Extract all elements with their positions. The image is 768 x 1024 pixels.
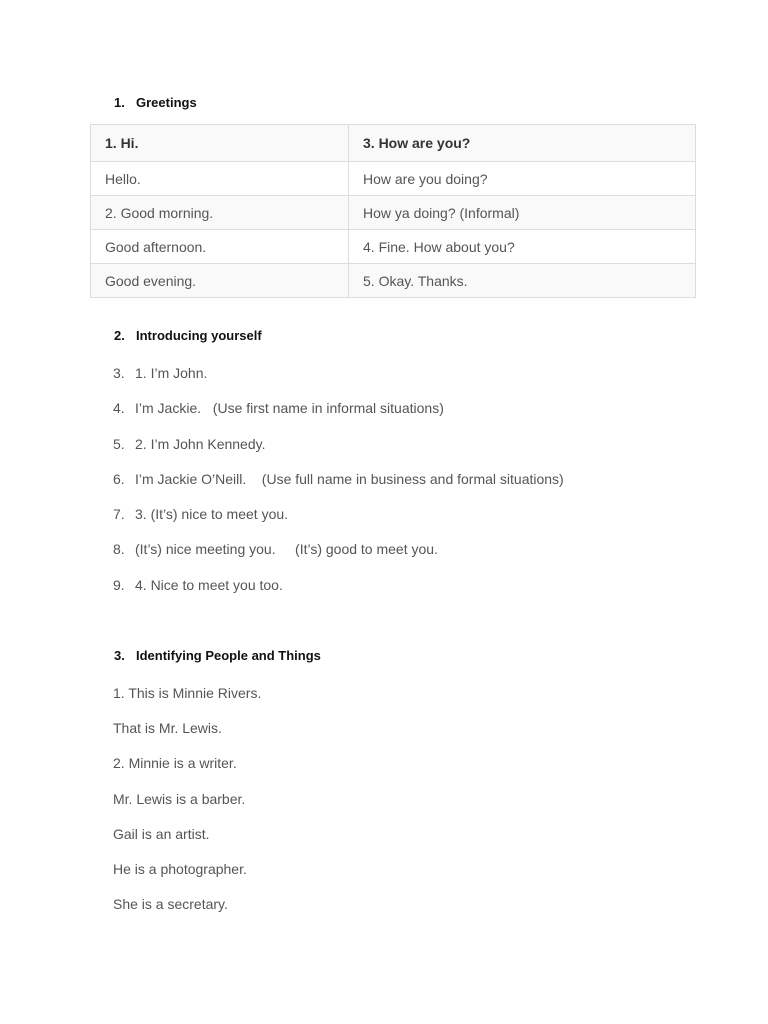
table-header-row: [91, 125, 696, 162]
list-item-text: 4. Nice to meet you too.: [135, 576, 283, 593]
list-item-text: 1. I’m John.: [135, 365, 208, 381]
table-row: [91, 230, 696, 264]
section-number: 2.: [114, 328, 125, 343]
section-number: 1.: [114, 95, 125, 110]
list-item: [113, 539, 564, 574]
table-row: [91, 162, 696, 196]
list-item: [113, 469, 564, 504]
list-item: [113, 398, 564, 433]
table-cell: 5. Okay. Thanks.: [349, 264, 696, 298]
table-cell: How ya doing? (Informal): [349, 196, 696, 230]
table-row: [91, 196, 696, 230]
list-item: She is a secretary.: [113, 896, 228, 913]
section-number: 3.: [114, 648, 125, 663]
list-item-text: I’m Jackie. (Use first name in informal situations): [135, 400, 444, 417]
section-heading-greetings: [114, 95, 197, 110]
table-row: [91, 264, 696, 298]
list-item-number: 7.: [113, 506, 125, 523]
list-item: That is Mr. Lewis.: [113, 720, 222, 737]
table-cell: Hello.: [91, 162, 349, 196]
list-item-number: 5.: [113, 435, 125, 452]
table-cell: Good evening.: [91, 264, 349, 298]
table-header-cell: 3. How are you?: [349, 125, 696, 162]
table-cell: 2. Good morning.: [91, 196, 349, 230]
section-heading-introducing: [114, 328, 262, 343]
list-item-number: 8.: [113, 541, 125, 558]
list-item: [113, 434, 564, 469]
greetings-table: [90, 124, 696, 298]
list-item-number: 3.: [113, 365, 125, 381]
list-item-text: 2. I’m John Kennedy.: [135, 435, 266, 452]
list-item: Mr. Lewis is a barber.: [113, 790, 246, 807]
list-item: He is a photographer.: [113, 860, 247, 877]
list-item-text: I’m Jackie O’Neill. (Use full name in business and formal situations): [135, 470, 564, 487]
list-item-number: 4.: [113, 400, 125, 417]
introducing-list: [113, 363, 564, 610]
table-cell: How are you doing?: [349, 162, 696, 196]
list-item: [113, 504, 564, 539]
section-title: Identifying People and Things: [136, 648, 321, 663]
table-cell: 4. Fine. How about you?: [349, 230, 696, 264]
list-item-number: 9.: [113, 576, 125, 593]
list-item: [113, 363, 564, 398]
section-title: Introducing yourself: [136, 328, 262, 343]
table-cell: Good afternoon.: [91, 230, 349, 264]
identifying-list: [113, 683, 261, 929]
list-item-number: 6.: [113, 470, 125, 487]
section-heading-identifying: [114, 648, 321, 663]
list-item-text: (It’s) nice meeting you. (It’s) good to meet you.: [135, 541, 438, 558]
list-item: [113, 575, 564, 610]
list-item: Gail is an artist.: [113, 825, 210, 842]
list-item-text: 3. (It’s) nice to meet you.: [135, 506, 289, 523]
section-title: Greetings: [136, 95, 197, 110]
table-header-cell: 1. Hi.: [91, 125, 349, 162]
list-item: 2. Minnie is a writer.: [113, 755, 237, 772]
list-item: 1. This is Minnie Rivers.: [113, 685, 262, 701]
